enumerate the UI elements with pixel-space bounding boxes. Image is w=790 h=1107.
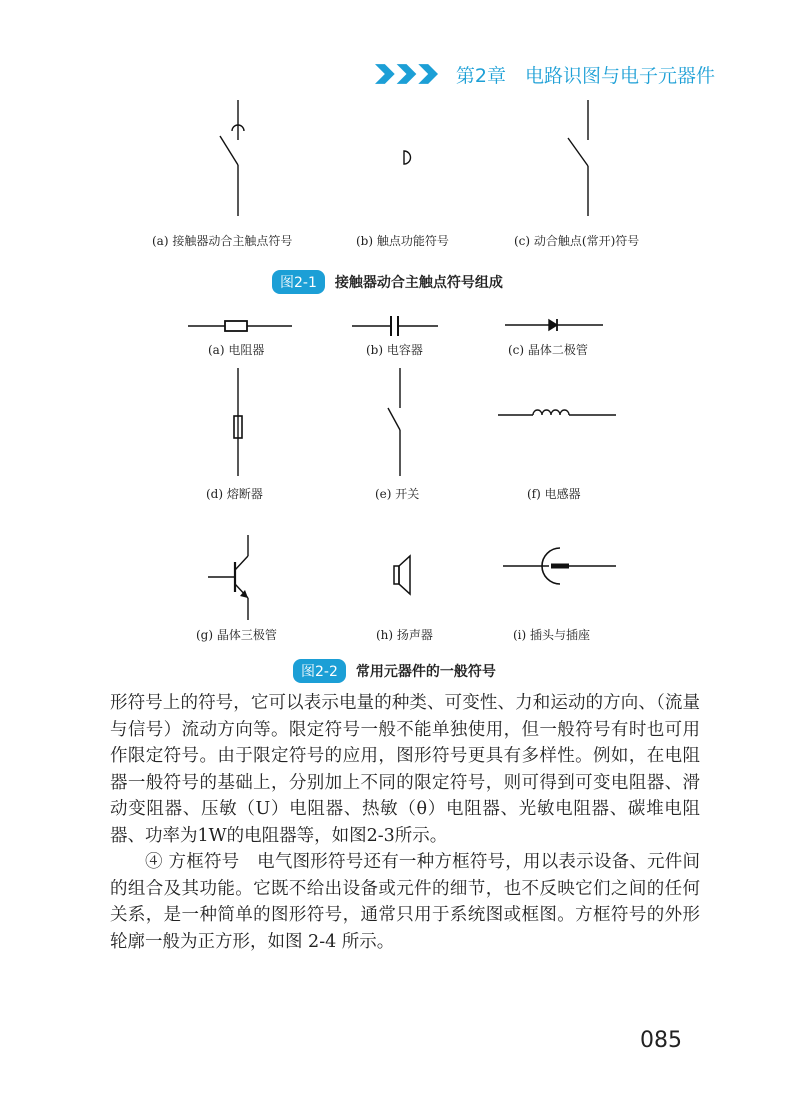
resistor-symbol	[188, 321, 292, 331]
fig2-label-b: (b) 电容器	[366, 343, 423, 357]
page-number: 085	[640, 1028, 682, 1053]
figure1-title: 接触器动合主触点符号组成	[334, 275, 503, 291]
figure2-title: 常用元器件的一般符号	[355, 664, 496, 680]
figure2-number: 图2-2	[293, 659, 346, 683]
paragraph-2: ④ 方框符号 电气图形符号还有一种方框符号，用以表示设备、元件间的组合及其功能。它既不给出设备或元件的细节，也不反映它们之间的任何关系，是一种简单的图形符号，通常只用于系统图或框图。方框符号的外形轮廓一般为正方形，如图 2-4 所示。	[110, 852, 700, 952]
body-text	[110, 690, 700, 955]
paragraph-1: 形符号上的符号，它可以表示电量的种类、可变性、力和运动的方向、（流量与信号）流动方向等。限定符号一般不能单独使用，但一般符号有时也可用作限定符号。由于限定符号的应用，图形符号更具有多样性。例如，在电阻器一般符号的基础上，分别加上不同的限定符号，则可得到可变电阻器、滑动变阻器、压敏（U）电阻器、热敏（θ）电阻器、光敏电阻器、碳堆电阻器、功率为1W的电阻器等，如图2-3所示。	[110, 693, 700, 846]
switch-symbol	[388, 368, 400, 476]
fuse-symbol	[234, 368, 242, 476]
contact-function-symbol	[404, 151, 411, 164]
normally-open-contact-symbol	[568, 100, 588, 216]
contactor-contact-symbol	[220, 100, 244, 216]
fig1-label-c: (c) 动合触点(常开)符号	[514, 234, 640, 248]
fig2-label-i: (i) 插头与插座	[513, 628, 591, 642]
chapter-title: 第2章 电路识图与电子元器件	[455, 64, 715, 87]
fig2-label-d: (d) 熔断器	[206, 487, 263, 501]
plug-socket-symbol	[503, 548, 616, 584]
diode-symbol	[505, 319, 603, 331]
speaker-symbol	[394, 556, 410, 594]
figure2-caption	[293, 659, 496, 683]
figure1-number: 图2-1	[272, 270, 325, 294]
fig1-label-a: (a) 接触器动合主触点符号	[152, 234, 293, 248]
fig2-label-g: (g) 晶体三极管	[196, 628, 277, 642]
fig2-label-c: (c) 晶体二极管	[508, 343, 588, 357]
figure1-caption	[272, 270, 503, 294]
fig2-label-f: (f) 电感器	[527, 487, 581, 501]
transistor-symbol	[208, 535, 248, 620]
fig1-label-b: (b) 触点功能符号	[356, 234, 449, 248]
fig2-label-a: (a) 电阻器	[208, 343, 265, 357]
fig2-label-h: (h) 扬声器	[376, 628, 433, 642]
fig2-label-e: (e) 开关	[375, 487, 420, 501]
capacitor-symbol	[352, 316, 438, 336]
inductor-symbol	[498, 410, 616, 415]
